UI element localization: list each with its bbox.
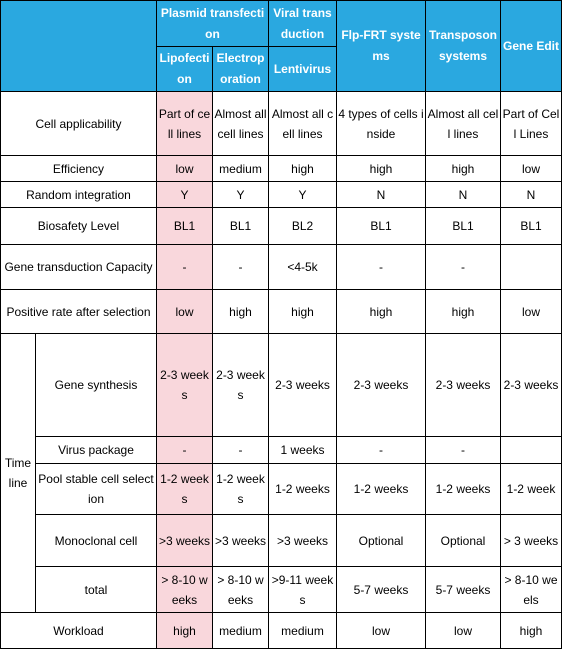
table-cell: BL1 [213, 208, 269, 245]
table-cell: Optional [337, 515, 426, 567]
table-cell: 1-2 weeks [157, 464, 213, 515]
table-cell: >3 weeks [213, 515, 269, 567]
row-label: Random integration [1, 182, 157, 208]
table-cell: > 8-10 weeks [213, 567, 269, 613]
timeline-label: Time line [1, 334, 36, 613]
table-cell: <4-5k [269, 245, 337, 290]
row-label: total [36, 567, 157, 613]
table-cell: high [426, 290, 501, 334]
table-cell: low [426, 613, 501, 649]
table-cell: medium [213, 613, 269, 649]
table-cell: high [213, 290, 269, 334]
row-label: Monoclonal cell [36, 515, 157, 567]
table-cell: > 3 weeks [501, 515, 562, 567]
header-row-top [1, 1, 562, 47]
row-label: Efficiency [1, 156, 157, 182]
table-cell [501, 437, 562, 464]
table-row [1, 334, 562, 437]
table-row [1, 290, 562, 334]
header-flp-frt-systems: Flp-FRT systems [337, 1, 426, 92]
header-corner [1, 1, 157, 92]
table-cell: > 8-10 weels [501, 567, 562, 613]
table-row [1, 464, 562, 515]
table-cell: 2-3 weeks [213, 334, 269, 437]
table-cell: low [501, 156, 562, 182]
table-cell: N [337, 182, 426, 208]
table-cell: 5-7 weeks [337, 567, 426, 613]
table-cell: - [213, 245, 269, 290]
table-row [1, 156, 562, 182]
table-cell: high [269, 156, 337, 182]
table-cell: high [269, 290, 337, 334]
table-cell: 2-3 weeks [157, 334, 213, 437]
row-label: Workload [1, 613, 157, 649]
header-electroporation: Electroporation [213, 47, 269, 92]
table-cell: Y [269, 182, 337, 208]
table-cell: 2-3 weeks [269, 334, 337, 437]
table-cell: high [337, 156, 426, 182]
table-cell: 5-7 weeks [426, 567, 501, 613]
table-cell: low [501, 290, 562, 334]
header-plasmid-transfection: Plasmid transfection [157, 1, 269, 47]
table-cell: BL1 [426, 208, 501, 245]
table-row [1, 245, 562, 290]
table-cell: high [157, 613, 213, 649]
table-cell: >9-11 weeks [269, 567, 337, 613]
table-cell: 4 types of cells inside [337, 92, 426, 156]
header-lentivirus: Lentivirus [269, 47, 337, 92]
table-cell: - [426, 437, 501, 464]
table-cell: medium [269, 613, 337, 649]
row-label: Pool stable cell selection [36, 464, 157, 515]
header-gene-edit: Gene Edit [501, 1, 562, 92]
row-label: Gene synthesis [36, 334, 157, 437]
table-cell: >3 weeks [269, 515, 337, 567]
table-cell: Almost all cell lines [269, 92, 337, 156]
table-cell: BL1 [157, 208, 213, 245]
table-cell: BL2 [269, 208, 337, 245]
table-cell: low [337, 613, 426, 649]
table-cell: medium [213, 156, 269, 182]
table-cell: 2-3 weeks [501, 334, 562, 437]
table-row [1, 613, 562, 649]
table-cell: low [157, 156, 213, 182]
table-cell: Part of cell lines [157, 92, 213, 156]
table-cell: 2-3 weeks [337, 334, 426, 437]
table-cell: > 8-10 weeks [157, 567, 213, 613]
table-cell: N [501, 182, 562, 208]
table-cell: high [337, 290, 426, 334]
table-cell: Part of Cell Lines [501, 92, 562, 156]
header-viral-transduction: Viral transduction [269, 1, 337, 47]
table-cell: - [426, 245, 501, 290]
row-label: Cell applicability [1, 92, 157, 156]
header-lipofection: Lipofection [157, 47, 213, 92]
table-cell: - [213, 437, 269, 464]
table-cell: Almost all cell lines [213, 92, 269, 156]
row-label: Positive rate after selection [1, 290, 157, 334]
table-row [1, 208, 562, 245]
table-cell: high [501, 613, 562, 649]
table-cell: 1-2 week [501, 464, 562, 515]
table-cell: BL1 [501, 208, 562, 245]
table-cell: - [157, 437, 213, 464]
row-label: Biosafety Level [1, 208, 157, 245]
table-cell: 2-3 weeks [426, 334, 501, 437]
table-cell: 1-2 weeks [426, 464, 501, 515]
row-label: Gene transduction Capacity [1, 245, 157, 290]
table-cell: Y [213, 182, 269, 208]
table-cell: Almost all cell lines [426, 92, 501, 156]
table-row [1, 437, 562, 464]
table-cell: 1-2 weeks [337, 464, 426, 515]
table-cell: high [426, 156, 501, 182]
table-row [1, 515, 562, 567]
table-cell: BL1 [337, 208, 426, 245]
table-cell: N [426, 182, 501, 208]
table-cell: low [157, 290, 213, 334]
table-row [1, 92, 562, 156]
table-cell: >3 weeks [157, 515, 213, 567]
table-cell: Y [157, 182, 213, 208]
header-transposon-systems: Transposon systems [426, 1, 501, 92]
table-cell: 1 weeks [269, 437, 337, 464]
table-cell: 1-2 weeks [213, 464, 269, 515]
table-cell: 1-2 weeks [269, 464, 337, 515]
table-cell: - [337, 437, 426, 464]
table-row [1, 182, 562, 208]
table-cell: Optional [426, 515, 501, 567]
row-label: Virus package [36, 437, 157, 464]
table-cell [501, 245, 562, 290]
table-cell: - [157, 245, 213, 290]
table-cell: - [337, 245, 426, 290]
table-row [1, 567, 562, 613]
